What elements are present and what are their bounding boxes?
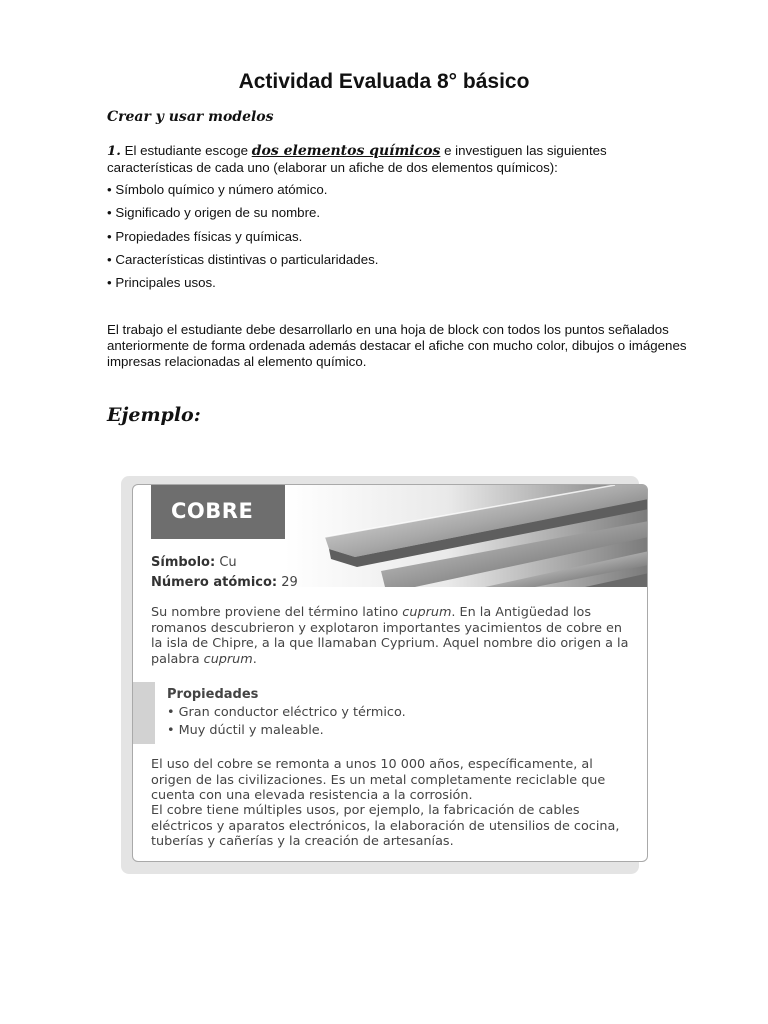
list-item: • Propiedades físicas y químicas. bbox=[107, 228, 303, 244]
copper-bars-photo bbox=[285, 485, 648, 587]
list-item: • Símbolo químico y número atómico. bbox=[107, 182, 328, 197]
atomic-number-label: Número atómico: bbox=[151, 575, 278, 590]
instruction-emphasis: dos elementos químicos bbox=[251, 143, 441, 159]
instruction-number: 1. bbox=[107, 144, 121, 159]
origin-text-part: . bbox=[252, 651, 257, 667]
origin-text-part: Su nombre proviene del término latino bbox=[151, 605, 403, 620]
element-name-box: COBRE bbox=[151, 485, 285, 539]
property-item: • Muy dúctil y maleable. bbox=[167, 723, 324, 738]
element-card bbox=[132, 484, 648, 862]
property-item: • Gran conductor eléctrico y térmico. bbox=[167, 705, 406, 720]
work-instructions-paragraph: El trabajo el estudiante debe desarrollarlo en una hoja de block con todos los puntos señalados anteriormente de forma ordenada además destacar el afiche con mucho color, dibujos o imágenes impresas relacionadas al elemento químico. bbox=[107, 322, 687, 369]
origin-text-part: . En la Antigüedad los romanos descubrieron y explotaron importantes yacimientos de cobre en la isla de Chipre, a la que llamaban Cyprium. Aquel nombre dio origen a la palabra bbox=[151, 605, 629, 667]
page-title: Actividad Evaluada 8° básico bbox=[238, 70, 530, 93]
latin-term: cuprum bbox=[402, 605, 452, 620]
atomic-number-line bbox=[151, 575, 298, 590]
name-origin-text bbox=[151, 605, 631, 667]
list-item: • Significado y origen de su nombre. bbox=[107, 205, 321, 221]
properties-accent-bar bbox=[133, 682, 155, 744]
list-item: • Principales usos. bbox=[107, 275, 216, 291]
atomic-number-value: 29 bbox=[281, 575, 298, 590]
symbol-line bbox=[151, 555, 237, 570]
example-heading: Ejemplo: bbox=[107, 404, 201, 426]
requirements-list bbox=[107, 182, 378, 298]
history-text: El uso del cobre se remonta a unos 10 000 años, específicamente, al origen de las civilizaciones. Es un metal completamente reciclable que cuenta con una elevada resistencia a la corrosión. bbox=[151, 757, 606, 803]
symbol-label: Símbolo: bbox=[151, 555, 216, 570]
symbol-value: Cu bbox=[219, 555, 237, 570]
properties-title: Propiedades bbox=[167, 687, 259, 702]
instruction-text-after: e investiguen las siguientes características de cada uno (elaborar un afiche de dos elementos químicos): bbox=[107, 143, 607, 175]
instruction-paragraph bbox=[107, 143, 687, 176]
uses-text: El cobre tiene múltiples usos, por ejemplo, la fabricación de cables eléctricos y aparatos electrónicos, la elaboración de utensilios de cocina, tuberías y cañerías y la creación de artesanías. bbox=[151, 803, 620, 849]
section-heading: Crear y usar modelos bbox=[107, 109, 274, 125]
list-item: • Características distintivas o particularidades. bbox=[107, 251, 379, 267]
latin-term: cuprum bbox=[203, 651, 253, 667]
instruction-text-before: El estudiante escoge bbox=[120, 143, 252, 158]
